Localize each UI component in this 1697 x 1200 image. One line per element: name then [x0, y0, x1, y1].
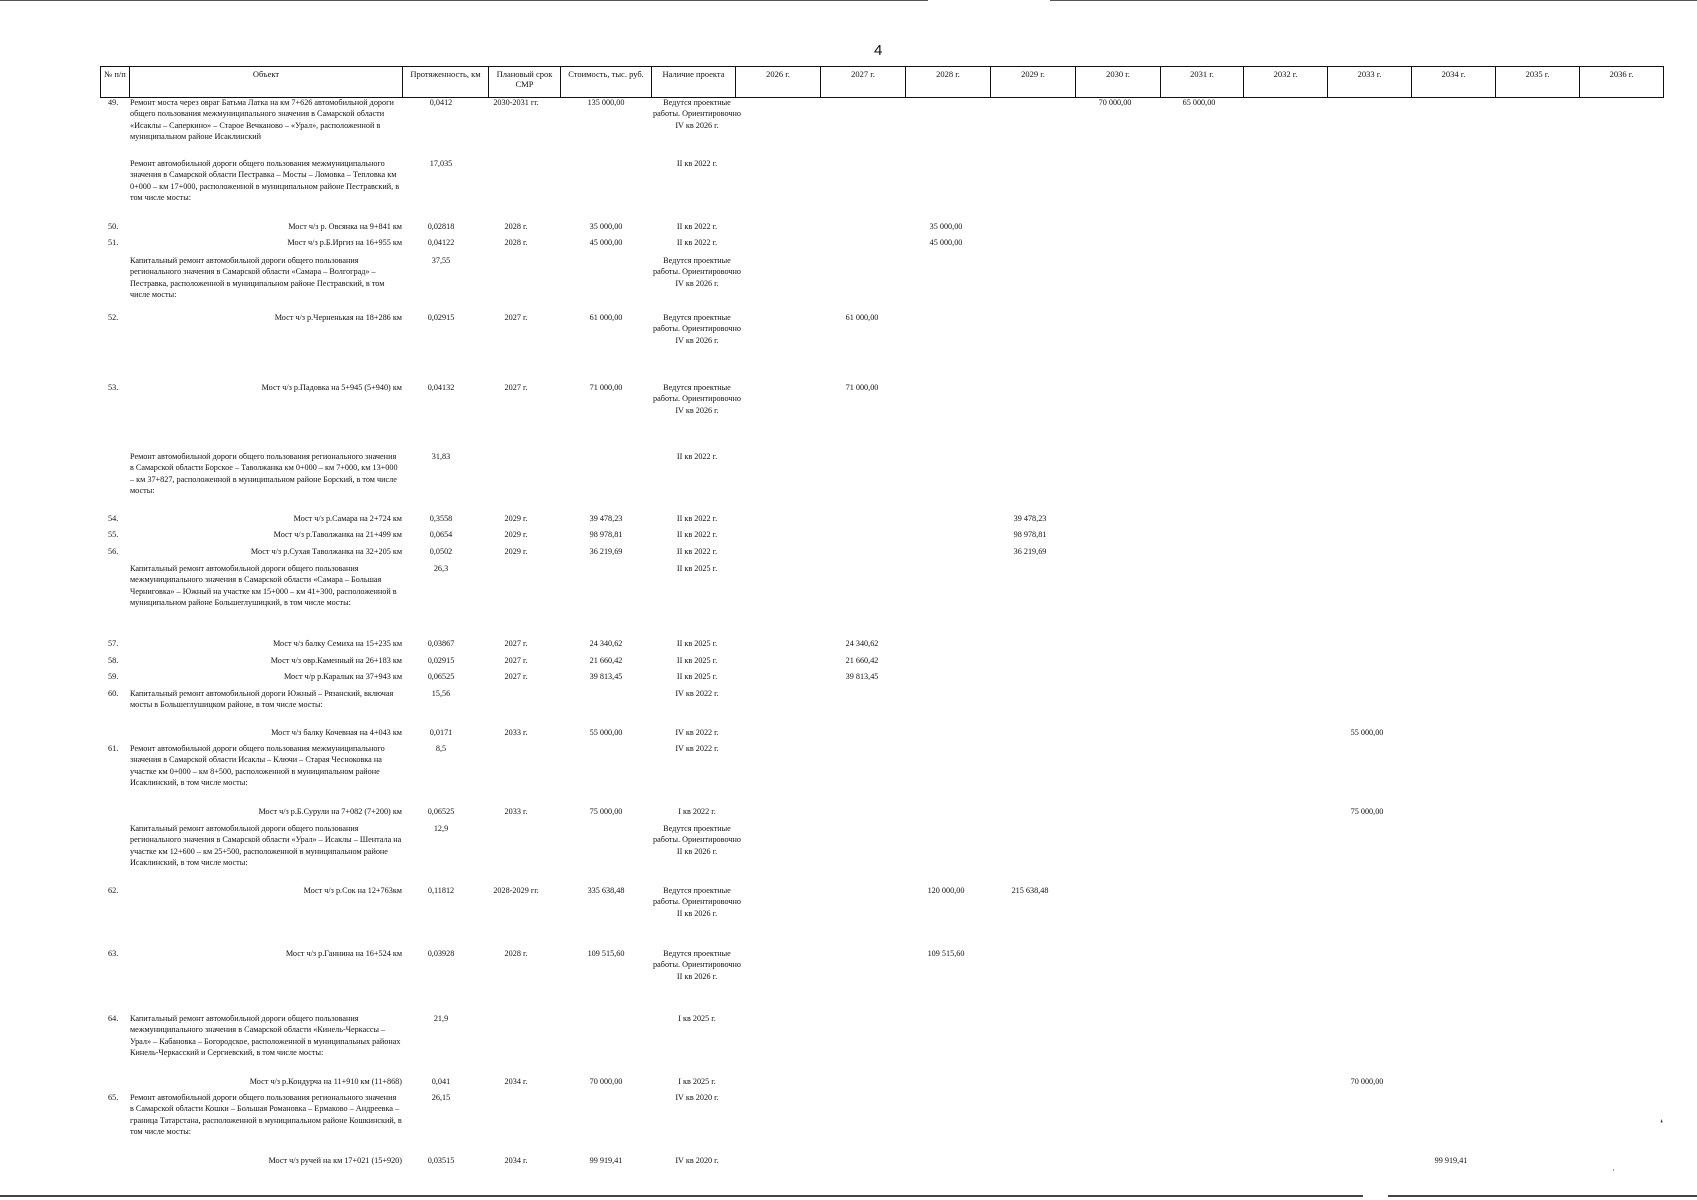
row-64a-object: Мост ч/з р.Кондурча на 11+910 км (11+868) — [249, 1077, 402, 1086]
row-62-cost: 335 638,48 — [587, 886, 625, 895]
page-number: 4 — [874, 42, 883, 59]
header-2032: 2032 г. — [1243, 66, 1328, 98]
row-65a-object: Мост ч/з ручей на км 17+021 (15+920) — [268, 1156, 402, 1165]
group-2-length: 37,55 — [431, 256, 451, 265]
group-5-length: 12,9 — [433, 824, 449, 833]
row-53-cost: 71 000,00 — [589, 383, 623, 392]
row-61a-term: 2033 г. — [504, 807, 528, 816]
row-62-2028: 120 000,00 — [927, 886, 965, 895]
row-55-num: 55. — [108, 530, 119, 539]
row-63-project: Ведутся проектные работы. Ориентировочно II кв 2026 г. — [653, 949, 741, 981]
row-50-object: Мост ч/з р. Овсянка на 9+841 км — [288, 222, 402, 231]
row-50-term: 2028 г. — [504, 222, 528, 231]
row-49-project: Ведутся проектные работы. Ориентировочно IV кв 2026 г. — [653, 98, 741, 130]
group-1-length: 17,035 — [429, 159, 453, 168]
group-4-length: 26,3 — [433, 564, 449, 573]
row-54-project: II кв 2022 г. — [676, 514, 718, 523]
row-58-object: Мост ч/з овр.Каменный на 26+183 км — [270, 656, 402, 665]
row-60a-length: 0,0171 — [429, 728, 453, 737]
row-65a-length: 0,03515 — [427, 1156, 455, 1165]
row-50-2028: 35 000,00 — [929, 222, 963, 231]
row-65-num: 65. — [108, 1093, 119, 1102]
row-65a-term: 2034 г. — [504, 1156, 528, 1165]
group-4-project: II кв 2025 г. — [676, 564, 718, 573]
row-52-project: Ведутся проектные работы. Ориентировочно IV кв 2026 г. — [653, 313, 741, 345]
row-50-length: 0,02818 — [427, 222, 455, 231]
row-49-object: Ремонт моста через овраг Батьма Латка на км 7+626 автомобильной дороги общего пользования межмуниципального значения в Самарской области «Исаклы – Саперкино» – Старое Вечканово – «Урал», расположенной в муниципальном районе Исаклинский — [130, 98, 394, 141]
row-61a-project: I кв 2022 г. — [678, 807, 716, 816]
group-3-project: II кв 2022 г. — [676, 452, 718, 461]
row-63-object: Мост ч/з р.Ганнина на 16+524 км — [285, 949, 402, 958]
row-50-project: II кв 2022 г. — [676, 222, 718, 231]
row-56-length: 0,0502 — [429, 547, 453, 556]
header-2026: 2026 г. — [735, 66, 821, 98]
row-65-length: 26,15 — [431, 1093, 451, 1102]
row-64a-cost: 70 000,00 — [589, 1077, 623, 1086]
row-57-term: 2027 г. — [504, 639, 528, 648]
row-60-object: Капитальный ремонт автомобильной дороги Южный – Рязанский, включая мосты в Большеглушицком районе, в том числе мосты: — [130, 689, 394, 710]
row-60-project: IV кв 2022 г. — [675, 689, 719, 698]
scan-speck: · — [1612, 1165, 1615, 1175]
header-2028: 2028 г. — [905, 66, 991, 98]
row-56-object: Мост ч/з р.Сухая Таволжанка на 32+205 км — [250, 547, 402, 556]
row-62-num: 62. — [108, 886, 119, 895]
row-52-cost: 61 000,00 — [589, 313, 623, 322]
row-60-length: 15,56 — [431, 689, 451, 698]
row-49-2030: 70 000,00 — [1098, 98, 1132, 107]
header-length: Протяженность, км — [402, 66, 489, 98]
row-52-2027: 61 000,00 — [845, 313, 879, 322]
row-51-object: Мост ч/з р.Б.Иргиз на 16+955 км — [287, 238, 402, 247]
row-57-num: 57. — [108, 639, 119, 648]
header-num: № п/п — [100, 66, 130, 98]
group-2-project: Ведутся проектные работы. Ориентировочно IV кв 2026 г. — [653, 256, 741, 288]
header-2034: 2034 г. — [1411, 66, 1496, 98]
bottom-border-left — [0, 1195, 1363, 1197]
row-63-length: 0,03928 — [427, 949, 455, 958]
group-1-project: II кв 2022 г. — [676, 159, 718, 168]
row-59-length: 0,06525 — [427, 672, 455, 681]
header-2033: 2033 г. — [1327, 66, 1412, 98]
row-57-object: Мост ч/з балку Семиха на 15+235 км — [272, 639, 402, 648]
row-60a-term: 2033 г. — [504, 728, 528, 737]
header-2035: 2035 г. — [1495, 66, 1580, 98]
row-54-2029: 39 478,23 — [1013, 514, 1047, 523]
row-52-object: Мост ч/з р.Черненькая на 18+286 км — [274, 313, 402, 322]
header-2027: 2027 г. — [820, 66, 906, 98]
row-60a-2033: 55 000,00 — [1350, 728, 1384, 737]
group-4-object: Капитальный ремонт автомобильной дороги общего пользования межмуниципального значения в Самарской области «Самара – Большая Черниговка» – Южный на участке км 15+000 – км 41+300, расположенной в муниципальном районе Большеглушицкий, в том числе мосты: — [130, 564, 397, 607]
row-53-term: 2027 г. — [504, 383, 528, 392]
scan-speck: ❛ — [1660, 1118, 1663, 1128]
row-63-num: 63. — [108, 949, 119, 958]
row-60a-object: Мост ч/з балку Кочевная на 4+043 км — [271, 728, 402, 737]
row-61-num: 61. — [108, 744, 119, 753]
row-62-term: 2028-2029 гг. — [493, 886, 539, 895]
header-project: Наличие проекта — [651, 66, 736, 98]
row-61-object: Ремонт автомобильной дороги общего пользования межмуниципального значения в Самарской области Исаклы – Ключи – Старая Чесноковка на участке км 0+000 – км 8+500, расположенной в муниципальном районе Исаклинский, в том числе мосты: — [130, 744, 385, 787]
row-50-num: 50. — [108, 222, 119, 231]
row-51-length: 0,04122 — [427, 238, 455, 247]
row-57-length: 0,03867 — [427, 639, 455, 648]
header-2030: 2030 г. — [1075, 66, 1161, 98]
row-60a-project: IV кв 2022 г. — [675, 728, 719, 737]
row-54-num: 54. — [108, 514, 119, 523]
group-5-project: Ведутся проектные работы. Ориентировочно II кв 2026 г. — [653, 824, 741, 856]
row-58-project: II кв 2025 г. — [676, 656, 718, 665]
row-55-project: II кв 2022 г. — [676, 530, 718, 539]
row-63-2028: 109 515,60 — [927, 949, 965, 958]
row-53-2027: 71 000,00 — [845, 383, 879, 392]
row-65a-project: IV кв 2020 г. — [675, 1156, 719, 1165]
row-56-num: 56. — [108, 547, 119, 556]
top-border-left — [0, 0, 928, 1]
row-61a-cost: 75 000,00 — [589, 807, 623, 816]
row-54-term: 2029 г. — [504, 514, 528, 523]
row-59-num: 59. — [108, 672, 119, 681]
row-51-2028: 45 000,00 — [929, 238, 963, 247]
row-64a-2033: 70 000,00 — [1350, 1077, 1384, 1086]
group-5-object: Капитальный ремонт автомобильной дороги общего пользования регионального значения в Самарской области «Урал» – Исаклы – Шентала на участке км 12+600 – км 25+500, расположенной в муниципальном районе Исаклинский, в том числе мосты: — [130, 824, 402, 867]
row-53-length: 0,04132 — [427, 383, 455, 392]
row-61a-object: Мост ч/з р.Б.Сурули на 7+082 (7+200) км — [258, 807, 402, 816]
row-58-length: 0,02915 — [427, 656, 455, 665]
row-49-num: 49. — [108, 98, 119, 107]
row-62-2029: 215 638,48 — [1011, 886, 1049, 895]
row-56-cost: 36 219,69 — [589, 547, 623, 556]
header-object: Объект — [129, 66, 403, 98]
header-2031: 2031 г. — [1160, 66, 1244, 98]
header-term: Плановый срок СМР — [488, 66, 561, 98]
row-56-project: II кв 2022 г. — [676, 547, 718, 556]
row-64-num: 64. — [108, 1014, 119, 1023]
row-50-cost: 35 000,00 — [589, 222, 623, 231]
row-52-term: 2027 г. — [504, 313, 528, 322]
top-border-right — [1050, 0, 1697, 1]
row-59-term: 2027 г. — [504, 672, 528, 681]
row-61a-length: 0,06525 — [427, 807, 455, 816]
row-64-length: 21,9 — [433, 1014, 449, 1023]
row-56-term: 2029 г. — [504, 547, 528, 556]
row-59-object: Мост ч/р р.Каралык на 37+943 км — [283, 672, 402, 681]
row-57-2027: 24 340,62 — [845, 639, 879, 648]
row-55-length: 0,0654 — [429, 530, 453, 539]
row-57-project: II кв 2025 г. — [676, 639, 718, 648]
row-51-num: 51. — [108, 238, 119, 247]
row-49-length: 0,0412 — [429, 98, 453, 107]
row-65-object: Ремонт автомобильной дороги общего пользования регионального значения в Самарской области Кошки – Большая Романовка – Ермаково – Андреевка – граница Татарстана, расположенной в муниципальном районе Кошкинский, в том числе мосты: — [130, 1093, 402, 1136]
row-58-term: 2027 г. — [504, 656, 528, 665]
row-49-2031: 65 000,00 — [1182, 98, 1216, 107]
row-53-project: Ведутся проектные работы. Ориентировочно IV кв 2026 г. — [653, 383, 741, 415]
row-55-cost: 98 978,81 — [589, 530, 623, 539]
row-64-object: Капитальный ремонт автомобильной дороги общего пользования межмуниципального значения в Самарской области «Кинель-Черкассы – Урал» – Кабановка – Богородское, расположенной в муниципальных районах Кинель-Черкасский и Сергиевский, в том числе мосты: — [130, 1014, 401, 1057]
row-64a-length: 0,041 — [431, 1077, 451, 1086]
row-58-2027: 21 660,42 — [845, 656, 879, 665]
row-53-object: Мост ч/з р.Падовка на 5+945 (5+940) км — [261, 383, 402, 392]
header-2036: 2036 г. — [1579, 66, 1664, 98]
row-61-length: 8,5 — [435, 744, 447, 753]
row-49-term: 2030-2031 гг. — [493, 98, 539, 107]
group-1-object: Ремонт автомобильной дороги общего пользования межмуниципального значения в Самарской области Пестравка – Мосты – Ломовка – Тепловка км 0+000 – км 17+000, расположенной в муниципальном районе Пестравский, в том числе мосты: — [130, 159, 400, 202]
row-54-object: Мост ч/з р.Самара на 2+724 км — [293, 514, 402, 523]
row-62-length: 0,11812 — [427, 886, 455, 895]
header-cost: Стоимость, тыс. руб. — [560, 66, 652, 98]
header-2029: 2029 г. — [990, 66, 1076, 98]
row-65a-2034: 99 919,41 — [1434, 1156, 1468, 1165]
row-54-length: 0,3558 — [429, 514, 453, 523]
row-51-term: 2028 г. — [504, 238, 528, 247]
row-55-term: 2029 г. — [504, 530, 528, 539]
row-60-num: 60. — [108, 689, 119, 698]
row-51-project: II кв 2022 г. — [676, 238, 718, 247]
row-64a-project: I кв 2025 г. — [678, 1077, 716, 1086]
row-62-object: Мост ч/з р.Сок на 12+763км — [303, 886, 402, 895]
row-55-object: Мост ч/з р.Таволжанка на 21+499 км — [273, 530, 402, 539]
row-64a-term: 2034 г. — [504, 1077, 528, 1086]
row-56-2029: 36 219,69 — [1013, 547, 1047, 556]
row-52-length: 0,02915 — [427, 313, 455, 322]
row-55-2029: 98 978,81 — [1013, 530, 1047, 539]
row-54-cost: 39 478,23 — [589, 514, 623, 523]
row-49-cost: 135 000,00 — [587, 98, 625, 107]
row-53-num: 53. — [108, 383, 119, 392]
row-58-num: 58. — [108, 656, 119, 665]
row-63-cost: 109 515,60 — [587, 949, 625, 958]
row-65a-cost: 99 919,41 — [589, 1156, 623, 1165]
row-58-cost: 21 660,42 — [589, 656, 623, 665]
row-62-project: Ведутся проектные работы. Ориентировочно II кв 2026 г. — [653, 886, 741, 918]
group-3-object: Ремонт автомобильной дороги общего пользования регионального значения в Самарской области Борское – Таволжанка км 0+000 – км 7+000, км 13+000 – км 37+827, расположенной в муниципальном районе Борский, в том числе мосты: — [130, 452, 398, 495]
row-59-project: II кв 2025 г. — [676, 672, 718, 681]
row-59-cost: 39 813,45 — [589, 672, 623, 681]
row-57-cost: 24 340,62 — [589, 639, 623, 648]
row-65-project: IV кв 2020 г. — [675, 1093, 719, 1102]
row-61a-2033: 75 000,00 — [1350, 807, 1384, 816]
row-61-project: IV кв 2022 г. — [675, 744, 719, 753]
group-2-object: Капитальный ремонт автомобильной дороги общего пользования регионального значения в Самарской области «Самара – Волгоград» – Пестравка, расположенной в муниципальном районе Пестравский, в том числе мосты: — [130, 256, 385, 299]
row-60a-cost: 55 000,00 — [589, 728, 623, 737]
group-3-length: 31,83 — [431, 452, 451, 461]
row-51-cost: 45 000,00 — [589, 238, 623, 247]
bottom-border-right — [1388, 1195, 1697, 1197]
row-63-term: 2028 г. — [504, 949, 528, 958]
row-59-2027: 39 813,45 — [845, 672, 879, 681]
row-52-num: 52. — [108, 313, 119, 322]
row-64-project: I кв 2025 г. — [678, 1014, 716, 1023]
